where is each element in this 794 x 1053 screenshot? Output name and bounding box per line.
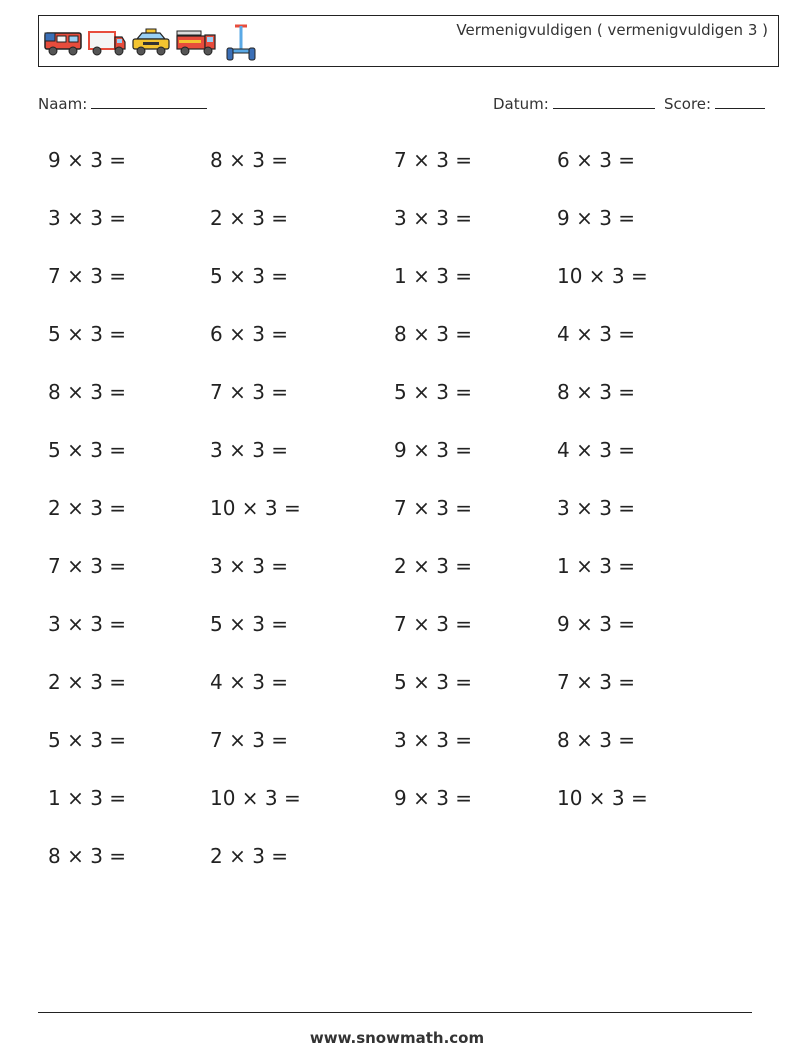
name-label: Naam:: [38, 95, 88, 113]
problem-item: 9 × 3 =: [557, 612, 636, 636]
problem-item: 5 × 3 =: [210, 612, 289, 636]
problem-item: 7 × 3 =: [210, 380, 289, 404]
problem-item: 7 × 3 =: [394, 612, 473, 636]
problem-item: 8 × 3 =: [48, 844, 127, 868]
problem-item: 7 × 3 =: [394, 148, 473, 172]
footer-url: www.snowmath.com: [309, 1029, 485, 1047]
problem-item: 3 × 3 =: [557, 496, 636, 520]
problem-item: 2 × 3 =: [210, 206, 289, 230]
problem-item: 9 × 3 =: [394, 786, 473, 810]
problem-item: 5 × 3 =: [394, 380, 473, 404]
problem-item: 5 × 3 =: [48, 728, 127, 752]
score-label: Score:: [664, 95, 712, 113]
problem-item: 1 × 3 =: [48, 786, 127, 810]
problem-item: 7 × 3 =: [557, 670, 636, 694]
problem-item: 3 × 3 =: [48, 206, 127, 230]
worksheet-title: Vermenigvuldigen ( vermenigvuldigen 3 ): [456, 21, 768, 39]
problem-item: 7 × 3 =: [48, 264, 127, 288]
problem-item: 3 × 3 =: [210, 554, 289, 578]
footer-divider: [38, 1012, 752, 1013]
problem-item: 3 × 3 =: [394, 728, 473, 752]
problem-item: 4 × 3 =: [557, 438, 636, 462]
problem-item: 5 × 3 =: [394, 670, 473, 694]
problem-item: 6 × 3 =: [210, 322, 289, 346]
problem-item: 5 × 3 =: [48, 322, 127, 346]
problem-item: 7 × 3 =: [48, 554, 127, 578]
date-label: Datum:: [493, 95, 549, 113]
problem-item: 8 × 3 =: [394, 322, 473, 346]
problem-item: 7 × 3 =: [394, 496, 473, 520]
problem-item: 6 × 3 =: [557, 148, 636, 172]
problem-item: 3 × 3 =: [210, 438, 289, 462]
problem-item: 8 × 3 =: [557, 380, 636, 404]
problem-item: 3 × 3 =: [394, 206, 473, 230]
problem-item: 9 × 3 =: [557, 206, 636, 230]
problem-item: 2 × 3 =: [210, 844, 289, 868]
problem-item: 10 × 3 =: [210, 786, 301, 810]
problem-item: 2 × 3 =: [394, 554, 473, 578]
problem-item: 2 × 3 =: [48, 670, 127, 694]
problem-item: 1 × 3 =: [394, 264, 473, 288]
problem-item: 4 × 3 =: [210, 670, 289, 694]
problem-item: 8 × 3 =: [210, 148, 289, 172]
problem-item: 2 × 3 =: [48, 496, 127, 520]
problem-item: 4 × 3 =: [557, 322, 636, 346]
problem-item: 5 × 3 =: [210, 264, 289, 288]
problem-item: 9 × 3 =: [48, 148, 127, 172]
problem-item: 10 × 3 =: [557, 264, 648, 288]
problem-item: 10 × 3 =: [210, 496, 301, 520]
problem-item: 8 × 3 =: [48, 380, 127, 404]
problem-item: 8 × 3 =: [557, 728, 636, 752]
problem-item: 9 × 3 =: [394, 438, 473, 462]
problem-item: 7 × 3 =: [210, 728, 289, 752]
problem-item: 3 × 3 =: [48, 612, 127, 636]
problem-item: 1 × 3 =: [557, 554, 636, 578]
problem-item: 5 × 3 =: [48, 438, 127, 462]
problem-item: 10 × 3 =: [557, 786, 648, 810]
